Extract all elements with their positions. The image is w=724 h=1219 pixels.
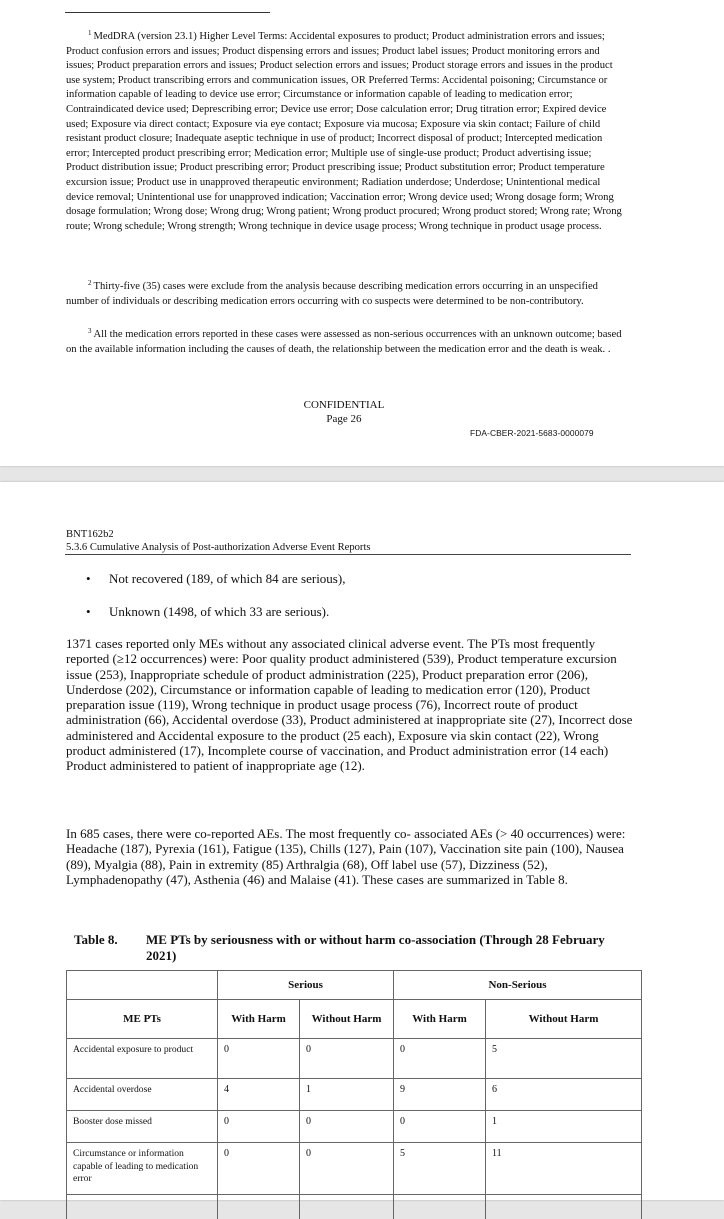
header-rule (65, 554, 631, 555)
document-page-26 (0, 0, 724, 466)
cell-serious-with-harm: 0 (218, 1143, 300, 1195)
cell-empty (300, 1195, 394, 1219)
list-item: • Unknown (1498, of which 33 are serious). (66, 603, 345, 636)
footnote-2-mark: 2 (88, 279, 92, 287)
header-empty-cell (67, 971, 218, 1000)
me-pts-table (66, 970, 642, 1219)
cell-serious-with-harm: 0 (218, 1111, 300, 1143)
header-non-serious: Non-Serious (394, 971, 642, 1000)
cell-nonserious-without-harm: 1 (486, 1111, 642, 1143)
page-number: Page 26 (254, 412, 434, 426)
table-column-header (67, 1000, 642, 1039)
document-page-27 (0, 482, 724, 1200)
paragraph-co-reported: In 685 cases, there were co-reported AEs. The most frequently co- associated AEs (> 40 occurrences) were: Headache (187), Pyrexia (161), Fatigue (135), Chills (127), Pain (107), Vaccination site pain (100), Nausea (89), Myalgia (88), Pain in extremity (85) Arthralgia (68), Off label use (57), Dizziness (52), Lymphadenopathy (47), Asthenia (46) and Malaise (41). These cases are summarized in Table 8. (66, 826, 638, 887)
table-row (67, 1079, 642, 1111)
cell-nonserious-without-harm: 11 (486, 1143, 642, 1195)
header-nonserious-with-harm: With Harm (394, 1000, 486, 1039)
cell-nonserious-without-harm: 5 (486, 1039, 642, 1079)
paragraph-me-only: 1371 cases reported only MEs without any associated clinical adverse event. The PTs most frequently reported (≥12 occurrences) were: Poor quality product administered (539), Product temperature excursion issue (253), Inappropriate schedule of product administration (225), Product preparation error (206), Underdose (202), Circumstance or information capable of leading to medication error (120), Product preparation issue (119), Wrong technique in product usage process (76), Incorrect route of product administration (66), Accidental overdose (33), Product administered at inappropriate site (27), Incorrect dose administered and Accidental exposure to the product (25 each), Exposure via skin contact (22), Wrong product administered (17), Incomplete course of vaccination, and Product administration error (14 each) Product administered to patient of inappropriate age (12). (66, 636, 638, 774)
header-serious-without-harm: Without Harm (300, 1000, 394, 1039)
cell-pt: Accidental overdose (67, 1079, 218, 1111)
list-item: • Not recovered (189, of which 84 are serious), (66, 570, 345, 603)
cell-empty (218, 1195, 300, 1219)
header-product: BNT162b2 (66, 528, 371, 541)
footnote-3-text: All the medication errors reported in these cases were assessed as non-serious occurrences with an unknown outcome; based on the available information including the causes of death, the relationship between the medication error and the death is weak. . (66, 329, 622, 355)
footnote-separator (65, 12, 270, 13)
cell-pt: Circumstance or information capable of leading to medication error (67, 1143, 218, 1195)
cell-empty (394, 1195, 486, 1219)
cell-serious-without-harm: 0 (300, 1143, 394, 1195)
table-group-header (67, 971, 642, 1000)
table-number: Table 8. (74, 932, 118, 948)
cell-nonserious-with-harm: 0 (394, 1039, 486, 1079)
cell-serious-without-harm: 1 (300, 1079, 394, 1111)
cell-serious-with-harm: 0 (218, 1039, 300, 1079)
cell-nonserious-without-harm: 6 (486, 1079, 642, 1111)
cell-pt: Booster dose missed (67, 1111, 218, 1143)
header-me-pts: ME PTs (67, 1000, 218, 1039)
cell-serious-with-harm: 4 (218, 1079, 300, 1111)
header-section: 5.3.6 Cumulative Analysis of Post-authorization Adverse Event Reports (66, 541, 371, 554)
footnote-2-text: Thirty-five (35) cases were exclude from the analysis because describing medication errors occurring in an unspecified number of individuals or describing medication errors occurring with co suspects were determined to be non-contributory. (66, 281, 598, 307)
cell-pt: Accidental exposure to product (67, 1039, 218, 1079)
cell-empty (486, 1195, 642, 1219)
cell-serious-without-harm: 0 (300, 1039, 394, 1079)
table-row (67, 1111, 642, 1143)
header-serious: Serious (218, 971, 394, 1000)
cell-nonserious-with-harm: 5 (394, 1143, 486, 1195)
cell-nonserious-with-harm: 9 (394, 1079, 486, 1111)
cell-nonserious-with-harm: 0 (394, 1111, 486, 1143)
table-row-cut-off (67, 1195, 642, 1219)
header-serious-with-harm: With Harm (218, 1000, 300, 1039)
document-id: FDA-CBER-2021-5683-0000079 (470, 428, 594, 438)
cell-serious-without-harm: 0 (300, 1111, 394, 1143)
outcome-list (66, 570, 345, 636)
footnote-1 (66, 30, 626, 234)
footnote-2 (66, 280, 626, 309)
footnote-3 (66, 328, 626, 357)
page-header (66, 528, 371, 554)
cell-empty (67, 1195, 218, 1219)
table-title: ME PTs by seriousness with or without harm co-association (Through 28 February 2021) (146, 932, 634, 964)
footnote-3-mark: 3 (88, 327, 92, 335)
table-row (67, 1143, 642, 1195)
footnote-1-mark: 1 (88, 29, 92, 37)
page-footer (254, 398, 434, 426)
table-row (67, 1039, 642, 1079)
header-nonserious-without-harm: Without Harm (486, 1000, 642, 1039)
confidential-label: CONFIDENTIAL (254, 398, 434, 412)
footnote-1-text: MedDRA (version 23.1) Higher Level Terms: Accidental exposures to product; Product administration errors and issues; Product confusion errors and issues; Product dispensing errors and issues; Product label issues; Product monitoring errors and issues; Product preparation errors and issues; Product selection errors and issues; Product storage errors and issues in the product use system; Product transcribing errors and communication issues, OR Preferred Terms: Accidental poisoning; Circumstance or information capable of leading to device use error; Circumstance or information capable of leading to medication error; Contraindicated device used; Deprescribing error; Device use error; Dose calculation error; Drug titration error; Expired device used; Exposure via direct contact; Exposure via eye contact; Exposure via mucosa; Exposure via skin contact; Failure of child resistant product closure; Inadequate aseptic technique in use of product; Incorrect disposal of product; Intercepted medication error; Intercepted product prescribing error; Medication error; Multiple use of single-use product; Product advertising issue; Product distribution issue; Product prescribing error; Product prescribing issue; Product substitution error; Product temperature excursion issue; Product use in unapproved therapeutic environment; Radiation underdose; Underdose; Unintentional medical device removal; Unintentional use for unapproved indication; Vaccination error; Wrong device used; Wrong dosage form; Wrong dosage formulation; Wrong dose; Wrong drug; Wrong patient; Wrong product procured; Wrong product stored; Wrong rate; Wrong route; Wrong schedule; Wrong strength; Wrong technique in device usage process; Wrong technique in product usage process. (66, 31, 622, 232)
